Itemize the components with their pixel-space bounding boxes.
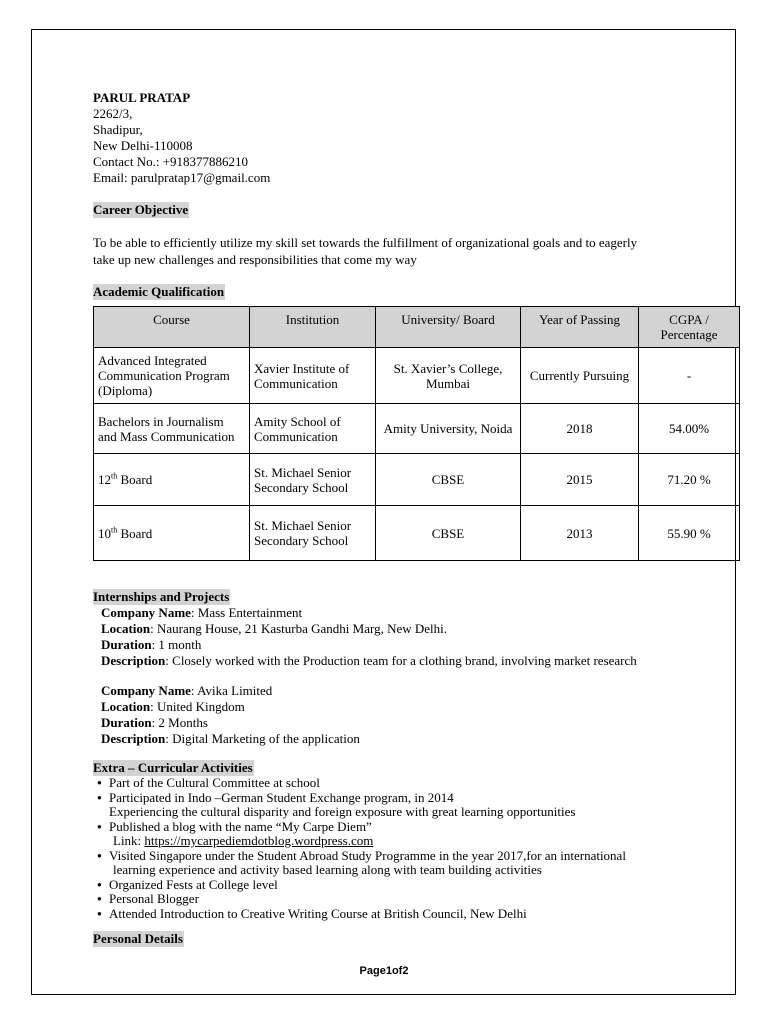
email-address: Email: parulpratap17@gmail.com: [93, 170, 271, 185]
candidate-name: PARUL PRATAP: [93, 90, 191, 105]
cell-board: CBSE: [376, 454, 521, 506]
column-header-board: University/ Board: [376, 307, 521, 348]
cell-course: [94, 454, 250, 506]
cell-score: 54.00%: [639, 404, 740, 454]
description-label: Description: [101, 731, 166, 746]
table-row: [94, 348, 740, 404]
cell-year: 2013: [521, 506, 639, 561]
table-row: [94, 404, 740, 454]
cell-year: 2018: [521, 404, 639, 454]
list-item: ● Attended Introduction to Creative Writing Course at British Council, New Delhi: [97, 907, 743, 922]
list-item: ● Visited Singapore under the Student Abroad Study Programme in the year 2017,for an international: [97, 849, 743, 864]
location-value: : Naurang House, 21 Kasturba Gandhi Marg, New Delhi.: [150, 621, 448, 636]
column-header-course: Course: [94, 307, 250, 348]
list-item: ● Published a blog with the name “My Carpe Diem”: [97, 820, 743, 835]
duration-value: : 1 month: [151, 637, 202, 652]
duration-label: Duration: [101, 637, 152, 652]
cell-score: 71.20 %: [639, 454, 740, 506]
cell-board: Amity University, Noida: [376, 404, 521, 454]
course-label: Board: [117, 472, 153, 487]
company-value: : Avika Limited: [190, 683, 273, 698]
blog-link-label: Link:: [113, 833, 145, 848]
cell-year: 2015: [521, 454, 639, 506]
description-label: Description: [101, 653, 166, 668]
location-value: : United Kingdom: [150, 699, 245, 714]
cell-institution: Amity School of Communication: [250, 404, 376, 454]
blog-link[interactable]: https://mycarpediemdotblog.wordpress.com: [144, 833, 374, 848]
course-number: 10: [98, 525, 111, 541]
extra-curricular-heading: Extra – Curricular Activities: [93, 760, 253, 775]
location-label: Location: [101, 699, 151, 714]
list-item: ● Participated in Indo –German Student Exchange program, in 2014: [97, 791, 743, 806]
duration-value: : 2 Months: [151, 715, 208, 730]
company-label: Company Name: [101, 605, 191, 620]
cell-course: [94, 506, 250, 561]
duration-label: Duration: [101, 715, 152, 730]
address-line-3: New Delhi-110008: [93, 138, 193, 153]
list-item: ● Part of the Cultural Committee at school: [97, 776, 743, 791]
address-line-1: 2262/3,: [93, 106, 133, 121]
page-number: Page1of2: [359, 965, 409, 977]
academic-table: [93, 306, 740, 561]
column-header-score: CGPA / Percentage: [639, 307, 740, 348]
career-objective-line-2: take up new challenges and responsibilities that come my way: [93, 252, 417, 267]
column-header-year: Year of Passing: [521, 307, 639, 348]
cell-year: Currently Pursuing: [521, 348, 639, 404]
cell-institution: St. Michael Senior Secondary School: [250, 454, 376, 506]
resume-content: [93, 90, 743, 947]
course-label: Board: [117, 525, 153, 541]
table-row: [94, 454, 740, 506]
extra-curricular-list: [93, 776, 743, 921]
address-line-2: Shadipur,: [93, 122, 143, 137]
cell-course: Bachelors in Journalism and Mass Communication: [94, 404, 250, 454]
cell-score: -: [639, 348, 740, 404]
table-row: [94, 506, 740, 561]
cell-institution: St. Michael Senior Secondary School: [250, 506, 376, 561]
list-item-detail: Experiencing the cultural disparity and foreign exposure with great learning opportunities: [109, 804, 576, 819]
location-label: Location: [101, 621, 151, 636]
course-ordinal: th: [111, 525, 118, 535]
list-item: ● Personal Blogger: [97, 892, 743, 907]
description-value: : Closely worked with the Production team for a clothing brand, involving market research: [165, 653, 637, 668]
cell-board: St. Xavier’s College, Mumbai: [376, 348, 521, 404]
course-number: 12: [98, 472, 111, 487]
cell-score: 55.90 %: [639, 506, 740, 561]
course-ordinal: th: [111, 471, 118, 481]
career-objective-heading: Career Objective: [93, 202, 189, 217]
cell-institution: Xavier Institute of Communication: [250, 348, 376, 404]
description-value: : Digital Marketing of the application: [165, 731, 360, 746]
list-item-detail: learning experience and activity based learning along with team building activities: [113, 862, 542, 877]
contact-number: Contact No.: +918377886210: [93, 154, 249, 169]
internship-item: [93, 605, 743, 669]
internships-heading: Internships and Projects: [93, 589, 230, 604]
company-value: : Mass Entertainment: [190, 605, 303, 620]
table-header-row: [94, 307, 740, 348]
internship-item: [93, 683, 743, 747]
cell-board: CBSE: [376, 506, 521, 561]
cell-course: Advanced Integrated Communication Program (Diploma): [94, 348, 250, 404]
column-header-institution: Institution: [250, 307, 376, 348]
career-objective-line-1: To be able to efficiently utilize my skill set towards the fulfillment of organizational goals and to eagerly: [93, 235, 638, 250]
academic-qualification-heading: Academic Qualification: [93, 284, 225, 299]
company-label: Company Name: [101, 683, 191, 698]
list-item: ● Organized Fests at College level: [97, 878, 743, 893]
personal-details-heading: Personal Details: [93, 931, 183, 946]
